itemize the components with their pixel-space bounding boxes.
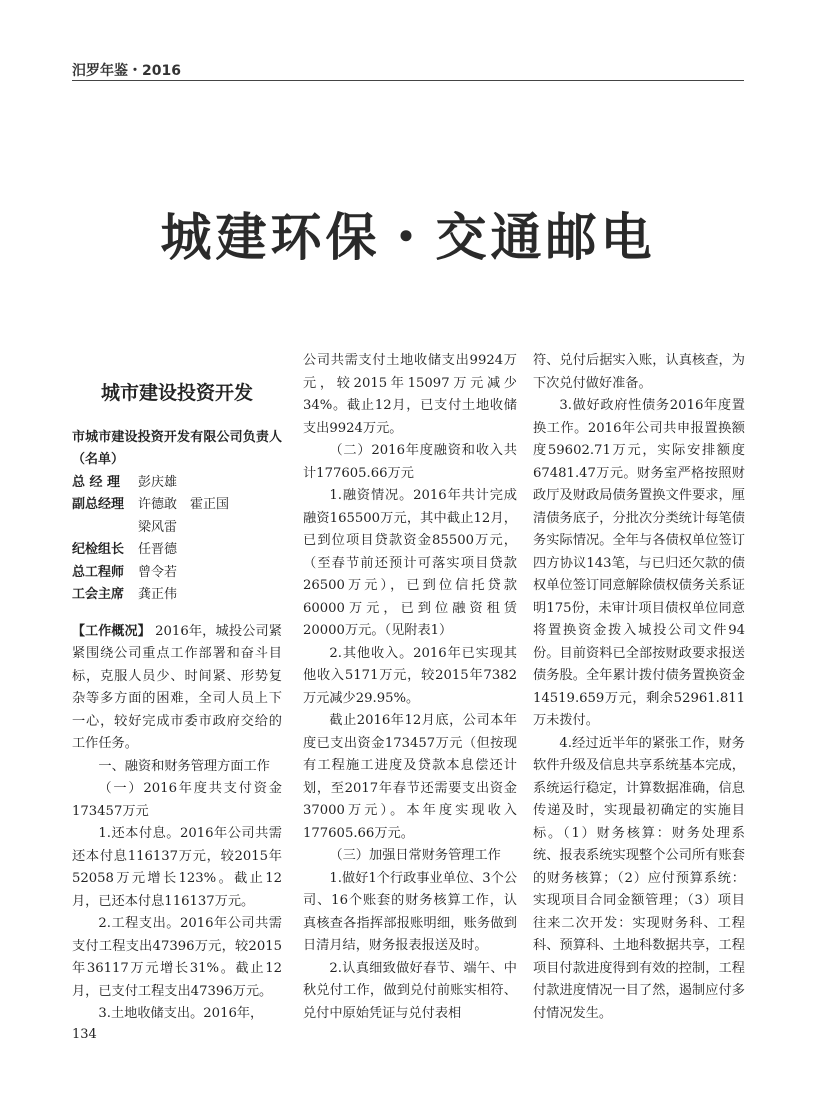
section-heading: 城市建设投资开发 [100, 382, 253, 404]
paragraph [72, 621, 282, 756]
company-label: 市城市建设投资开发有限公司负责人（名单） [72, 429, 282, 467]
staff-name: 龚正伟 [138, 587, 178, 602]
staff-name: 彭庆雄 [138, 474, 178, 490]
paragraph: 3.土地收储支出。2016年， [98, 1006, 264, 1021]
paragraph: 公司共需支付土地收储支出9924万元，较2015年15097万元减少34%。截止12月，已支付土地收储支出9924万元。 [303, 353, 517, 436]
staff-role: 纪检组长 [72, 542, 125, 557]
paragraph: 3.做好政府性债务2016年度置换工作。2016年公司共申报置换额度59602.71万元，实际安排额度67481.47万元。财务室严格按照财政厅及财政局债务置换文件要求，厘清债务底子，分批次分类统计每笔债务实际情况。全年与各债权单位签订四方协议143笔，与已归还欠款的债权单位签订同意解除债权债务关系证明175份，未审计项目债权单位同意将置换资金拨入城投公司文件94份。目前资料已全部按财政要求报送债务股。全年累计拨付债务置换资金14519.659万元，剩余52961.811万未拨付。 [533, 398, 745, 728]
paragraph: 符、兑付后据实入账，认真核查，为下次兑付做好准备。 [533, 353, 745, 391]
paragraph: 一、融资和财务管理方面工作 [98, 758, 270, 774]
staff-role: 总工程师 [72, 564, 125, 580]
paragraph: 截止2016年12月底，公司本年度已支出资金173457万元（但按现有工程施工进度及贷款本息偿还计划，至2017年春节还需要支出资金37000万元）。本年度实现收入177605.66万元。 [303, 713, 517, 841]
spacer [72, 607, 282, 621]
column-1 [72, 350, 282, 1026]
paragraph: 2.工程支出。2016年公司共需支付工程支出47396万元，较2015年36117万元增长31%。截止12月，已支付工程支出47396万元。 [72, 916, 282, 999]
paragraph: 1.融资情况。2016年共计完成融资165500万元，其中截止12月，已到位项目贷款资金85500万元，（至春节前还预计可落实项目贷款26500万元），已到位信托贷款60000万元，已到位融资租赁20000万元。（见附表1） [303, 488, 517, 638]
staff-row [72, 539, 282, 562]
running-header: 汨罗年鉴・2016 [72, 63, 181, 79]
staff-name: 梁风雷 [138, 519, 178, 535]
staff-row [72, 472, 282, 495]
paragraph: 1.还本付息。2016年公司共需还本付息116137万元，较2015年52058万元增长123%。截止12月，已还本付息116137万元。 [72, 826, 282, 909]
paragraph: （三）加强日常财务管理工作 [329, 848, 501, 863]
overview-text: 2016年，城投公司紧紧围绕公司重点工作部署和奋斗目标，克服人员少、时间紧、形势复杂等多方面的困难，全司人员上下一心，较好完成市委市政府交给的工作任务。 [72, 623, 282, 751]
staff-row [72, 562, 282, 585]
staff-row [72, 494, 282, 517]
staff-name: 曾令若 [138, 564, 178, 580]
staff-role: 工会主席 [72, 587, 125, 602]
staff-role: 副总经理 [72, 497, 125, 512]
column-2 [303, 350, 517, 1025]
overview-tag: 【工作概况】 [72, 623, 151, 639]
paragraph: （二）2016年度融资和收入共计177605.66万元 [303, 443, 517, 481]
page-title: 城建环保・交通邮电 [160, 208, 656, 268]
header-rule [72, 80, 744, 81]
page-number: 134 [72, 1027, 97, 1042]
paragraph: 2.其他收入。2016年已实现其他收入5171万元，较2015年7382万元减少29.95%。 [303, 645, 517, 706]
staff-name: 许德敢 霍正国 [138, 497, 230, 512]
paragraph: 1.做好1个行政事业单位、3个公司、16个账套的财务核算工作，认真核查各指挥部报账明细，账务做到日清月结，财务报表报送及时。 [303, 870, 518, 953]
paragraph: 2.认真细致做好春节、端午、中秋兑付工作，做到兑付前账实相符、兑付中原始凭证与兑付表相 [303, 960, 517, 1021]
staff-role: 总 经 理 [72, 474, 121, 490]
staff-name: 任晋德 [138, 542, 178, 557]
staff-row [72, 584, 282, 607]
paragraph: 4.经过近半年的紧张工作，财务软件升级及信息共享系统基本完成，系统运行稳定，计算数据准确，信息传递及时，实现最初确定的实施目标。（1）财务核算：财务处理系统、报表系统实现整个公司所有账套的财务核算；（2）应付预算系统：实现项目合同金额管理；（3）项目往来二次开发：实现财务科、工程科、预算科、土地科数据共享，工程项目付款进度得到有效的控制，工程付款进度情况一目了然，遏制应付多付情况发生。 [533, 735, 745, 1021]
column-3 [533, 350, 745, 1025]
paragraph: （一）2016年度共支付资金173457万元 [72, 781, 282, 819]
